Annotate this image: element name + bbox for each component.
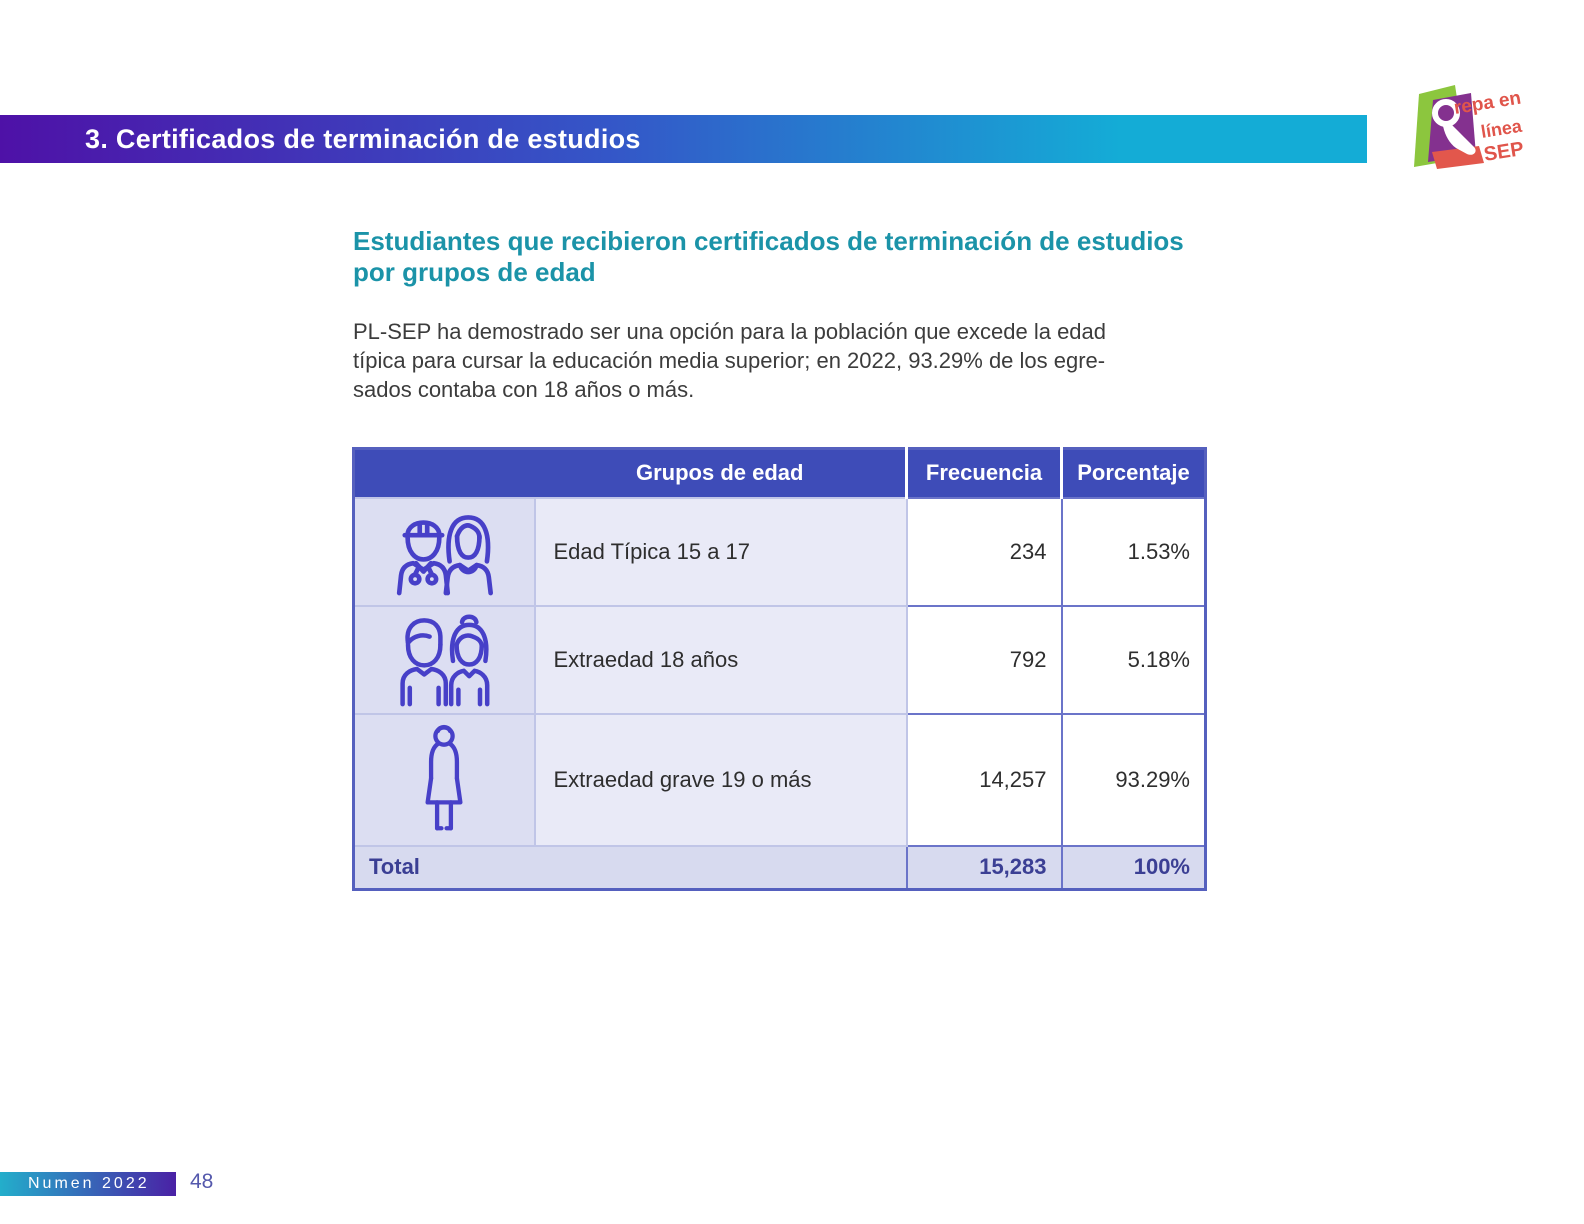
row-frequency: 14,257 bbox=[907, 714, 1062, 846]
row-label: Extraedad 18 años bbox=[535, 606, 907, 714]
header-porcentaje: Porcentaje bbox=[1062, 449, 1206, 498]
header-icon-spacer bbox=[354, 449, 535, 498]
header-frecuencia: Frecuencia bbox=[907, 449, 1062, 498]
page-number: 48 bbox=[190, 1170, 214, 1193]
row-frequency: 234 bbox=[907, 498, 1062, 606]
heading-line-2: por grupos de edad bbox=[353, 257, 596, 287]
row-label: Edad Típica 15 a 17 bbox=[535, 498, 907, 606]
heading-line-1: Estudiantes que recibieron certificados de terminación de estudios bbox=[353, 226, 1184, 256]
row-label: Extraedad grave 19 o más bbox=[535, 714, 907, 846]
paragraph-line-2: típica para cursar la educación media superior; en 2022, 93.29% de los egre- bbox=[353, 348, 1106, 373]
prepa-logo-graphic bbox=[1403, 84, 1539, 184]
section-header-bar bbox=[0, 115, 1367, 163]
section-paragraph bbox=[353, 317, 1106, 404]
row-frequency: 792 bbox=[907, 606, 1062, 714]
logo-text-linea: línea bbox=[1479, 115, 1524, 142]
section-header-title: 3. Certificados de terminación de estudios bbox=[85, 123, 641, 154]
young-adults-couple-icon bbox=[355, 610, 534, 710]
table-row bbox=[354, 498, 1206, 606]
footer-label: Numen 2022 bbox=[28, 1175, 150, 1192]
logo-text-sep: SEP bbox=[1482, 137, 1526, 166]
logo-text-repa-en: repa en bbox=[1452, 87, 1523, 119]
teens-couple-icon bbox=[355, 503, 534, 601]
table-total-row bbox=[354, 846, 1206, 890]
adult-person-icon bbox=[355, 724, 534, 836]
table-row bbox=[354, 606, 1206, 714]
footer-brand-bar bbox=[0, 1172, 176, 1196]
header-grupos-de-edad: Grupos de edad bbox=[535, 449, 907, 498]
paragraph-line-1: PL-SEP ha demostrado ser una opción para la población que excede la edad bbox=[353, 319, 1107, 344]
table-header-row bbox=[354, 449, 1206, 498]
age-groups-table bbox=[352, 447, 1207, 891]
total-label: Total bbox=[354, 846, 907, 890]
section-heading bbox=[353, 226, 1184, 288]
row-percentage: 93.29% bbox=[1062, 714, 1206, 846]
total-percentage: 100% bbox=[1062, 846, 1206, 890]
table-row bbox=[354, 714, 1206, 846]
prepa-en-linea-sep-logo bbox=[1403, 84, 1539, 184]
total-frequency: 15,283 bbox=[907, 846, 1062, 890]
row-percentage: 5.18% bbox=[1062, 606, 1206, 714]
row-percentage: 1.53% bbox=[1062, 498, 1206, 606]
paragraph-line-3: sados contaba con 18 años o más. bbox=[353, 377, 695, 402]
